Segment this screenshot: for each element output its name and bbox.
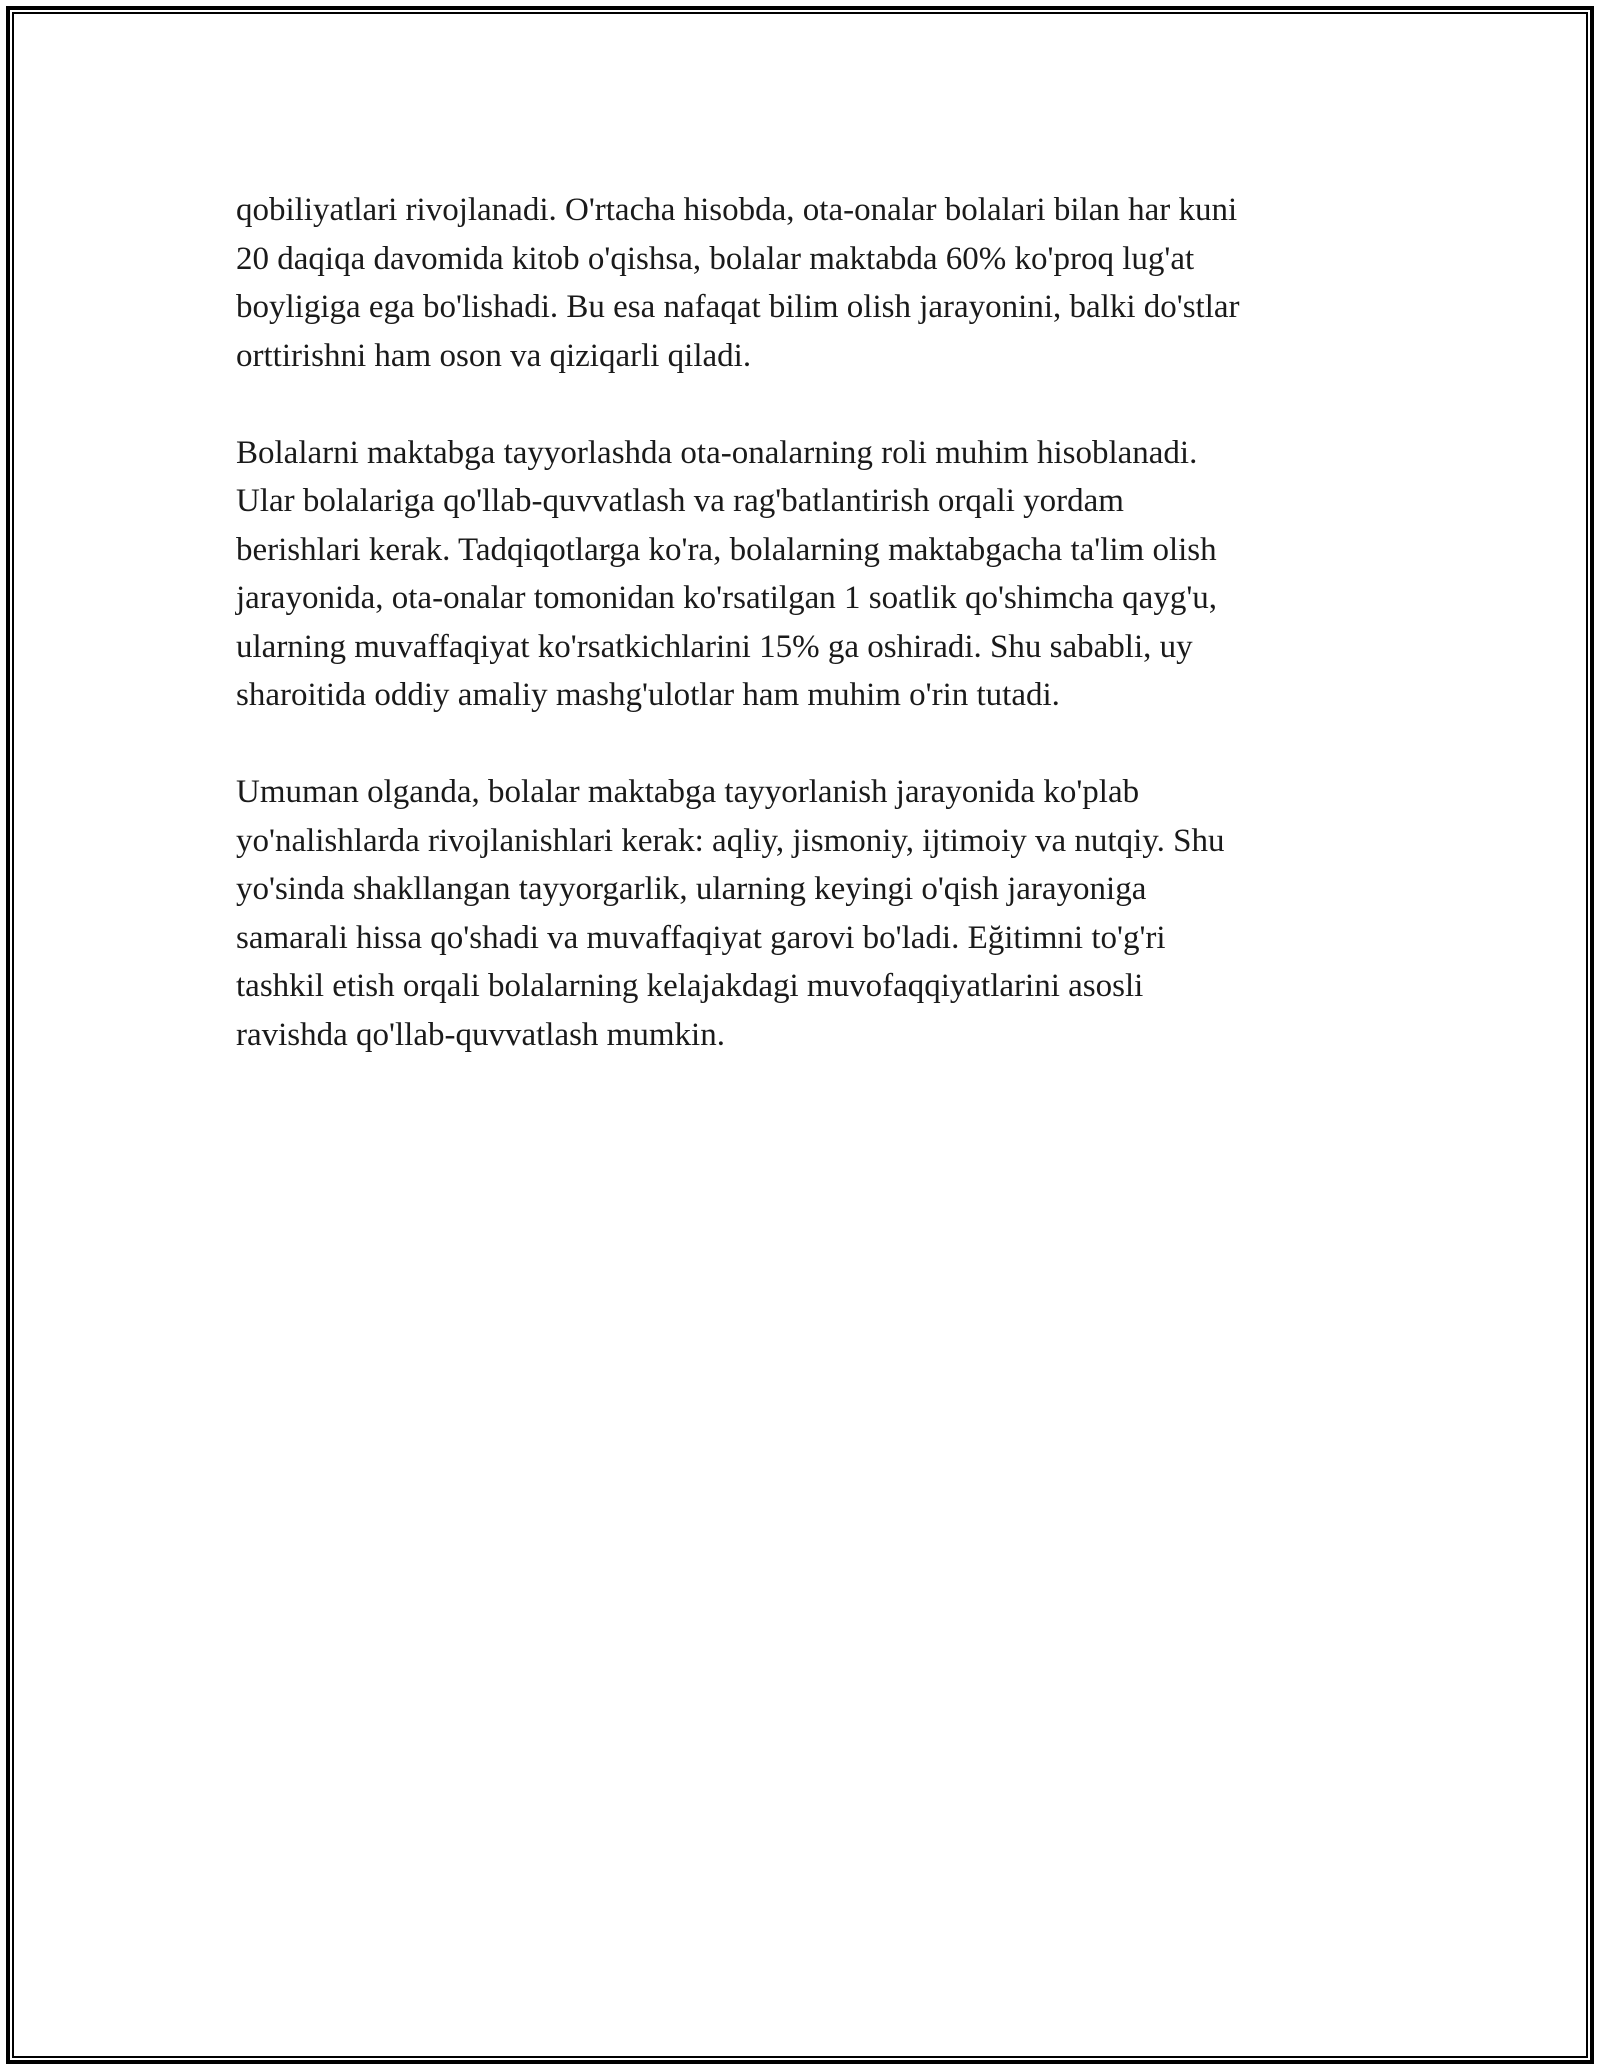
text-line: qobiliyatlari rivojlanadi. O'rtacha hisobda, ota-onalar bolalari bilan har kuni: [236, 192, 1238, 228]
text-line: 20 daqiqa davomida kitob o'qishsa, bolalar maktabda 60% ko'proq lug'at: [236, 240, 1195, 277]
document-body: [236, 186, 1356, 1108]
text-line: jarayonida, ota-onalar tomonidan ko'rsatilgan 1 soatlik qo'shimcha qayg'u,: [236, 580, 1218, 616]
text-line: ularning muvaffaqiyat ko'rsatkichlarini 15% ga oshiradi. Shu sababli, uy: [236, 628, 1193, 665]
text-line: Umuman olganda, bolalar maktabga tayyorlanish jarayonida ko'plab: [236, 774, 1140, 810]
text-line: berishlari kerak. Tadqiqotlarga ko'ra, bolalarning maktabgacha ta'lim olish: [236, 531, 1217, 568]
paragraph-1: [236, 186, 1356, 380]
text-line: sharoitida oddiy amaliy mashg'ulotlar ham muhim o'rin tutadi.: [236, 677, 1060, 713]
text-line: yo'nalishlarda rivojlanishlari kerak: aqliy, jismoniy, ijtimoiy va nutqiy. Shu: [236, 822, 1225, 859]
text-line: yo'sinda shakllangan tayyorgarlik, ularning keyingi o'qish jarayoniga: [236, 871, 1147, 907]
paragraph-3: [236, 768, 1356, 1059]
text-line: Bolalarni maktabga tayyorlashda ota-onalarning roli muhim hisoblanadi.: [236, 434, 1198, 471]
text-line: ravishda qo'llab-quvvatlash mumkin.: [236, 1016, 725, 1053]
text-line: orttirishni ham oson va qiziqarli qiladi.: [236, 337, 752, 374]
text-line: Ular bolalariga qo'llab-quvvatlash va rag'batlantirish orqali yordam: [236, 483, 1124, 519]
text-line: samarali hissa qo'shadi va muvaffaqiyat garovi bo'ladi. Eğitimni to'g'ri: [236, 919, 1166, 956]
paragraph-2: [236, 429, 1356, 720]
text-line: tashkil etish orqali bolalarning kelajakdagi muvofaqqiyatlarini asosli: [236, 968, 1144, 1004]
text-line: boyligiga ega bo'lishadi. Bu esa nafaqat bilim olish jarayonini, balki do'stlar: [236, 289, 1240, 325]
